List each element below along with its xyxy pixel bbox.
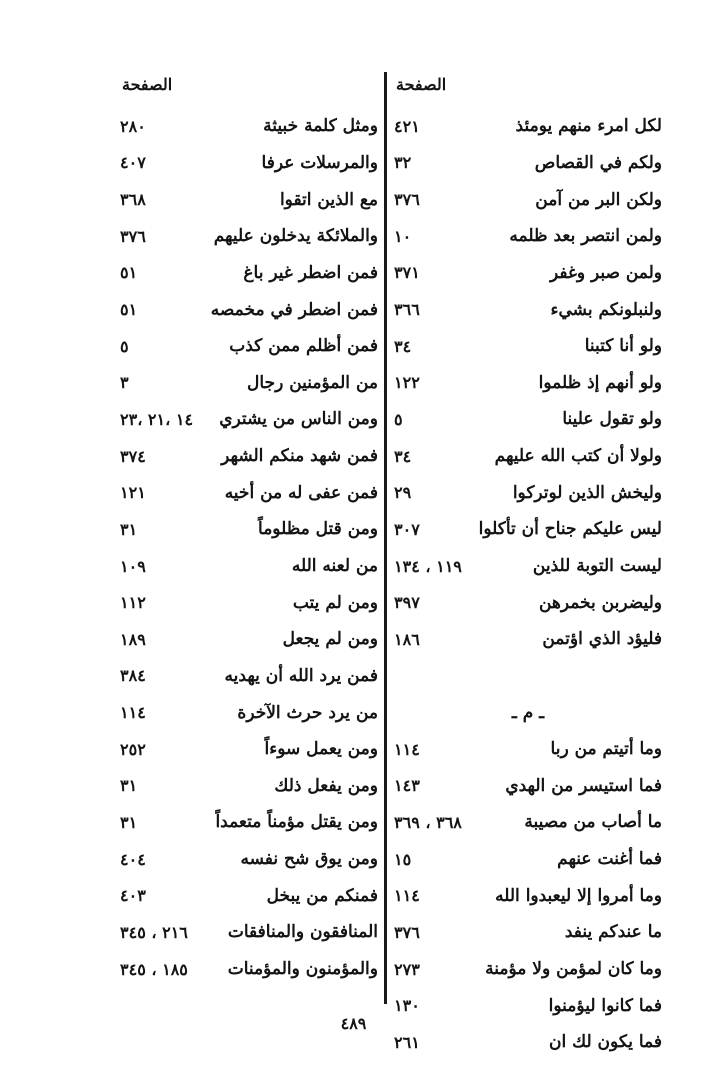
index-entry (120, 511, 378, 548)
entry-page-number: ٢٧٣ (394, 959, 420, 979)
entry-page-number: ٤٢١ (394, 116, 420, 136)
index-entry (120, 877, 378, 914)
entry-phrase: فما أغنت عنهم (557, 849, 662, 870)
entry-phrase: مع الذين اتقوا (279, 189, 378, 210)
index-entry (394, 658, 662, 695)
entry-page-number: ١١٤ (394, 886, 420, 906)
entry-phrase: ولو تقول علينا (562, 409, 662, 430)
entry-page-number: ١٢١ (120, 483, 146, 503)
entry-page-number: ٣٢ (394, 153, 412, 173)
entry-page-number: ٢٨٠ (120, 116, 146, 136)
entry-page-number: ٣١ (120, 812, 138, 832)
entry-page-number: ٣٦٦ (394, 300, 420, 320)
index-entry (120, 218, 378, 255)
index-entry (394, 877, 662, 914)
entry-phrase: ومثل كلمة خبيثة (263, 116, 378, 137)
index-entry (120, 438, 378, 475)
index-entry (120, 255, 378, 292)
entry-phrase: وليضربن بخمرهن (538, 592, 662, 613)
entry-page-number: ١١٢ (120, 593, 146, 613)
entry-page-number: ١٣٠ (394, 996, 420, 1016)
entry-phrase: ولولا أن كتب الله عليهم (494, 446, 662, 467)
index-entry (120, 621, 378, 658)
entry-phrase: فما كانوا ليؤمنوا (548, 995, 662, 1016)
entry-phrase: ولكم في القصاص (534, 152, 662, 173)
index-entry (394, 804, 662, 841)
entry-phrase: ومن قتل مظلوماً (258, 519, 378, 540)
left-column-header: الصفحة (122, 75, 173, 94)
entry-page-number: ٥١ (120, 300, 138, 320)
entry-phrase: ولمن صبر وغفر (549, 262, 662, 283)
entry-phrase: من المؤمنين رجال (247, 372, 378, 393)
index-entry (394, 108, 662, 145)
entry-phrase: من لعنه الله (291, 556, 378, 576)
entry-page-number: ٣٤ (394, 336, 412, 356)
right-entries-list (394, 108, 662, 1061)
index-entry (120, 731, 378, 768)
index-entry (120, 694, 378, 731)
entry-page-number: ٣ (120, 373, 129, 393)
entry-page-number: ١١٩ ، ١٣٤ (394, 556, 462, 576)
index-entry (394, 841, 662, 878)
entry-page-number: ٤٠٤ (120, 849, 146, 869)
entry-phrase: ومن يوق شح نفسه (240, 849, 378, 870)
entry-page-number: ٣١ (120, 519, 138, 539)
entry-phrase: فمن يرد الله أن يهديه (224, 665, 378, 686)
entry-phrase: فما يكون لك ان (549, 1032, 662, 1053)
index-entry (120, 658, 378, 695)
index-entry (120, 291, 378, 328)
entry-page-number: ٤٠٧ (120, 153, 146, 173)
entry-page-number: ١٨٦ (394, 629, 420, 649)
entry-page-number: ٥ (394, 409, 403, 429)
entry-phrase: وليخش الذين لوتركوا (512, 482, 662, 503)
index-entry (394, 548, 662, 585)
entry-page-number: ٣٠٧ (394, 519, 420, 539)
section-letter-heading (394, 694, 662, 731)
left-index-column (120, 70, 378, 980)
entry-phrase: فمن شهد منكم الشهر (221, 446, 378, 467)
index-entry (120, 328, 378, 365)
entry-phrase: ليس عليكم جناح أن تأكلوا (478, 519, 662, 540)
column-divider (384, 72, 387, 1004)
index-entry (120, 584, 378, 621)
index-entry (120, 108, 378, 145)
entry-phrase: والملائكة يدخلون عليهم (213, 226, 378, 247)
entry-page-number: ٢١٦ ، ٣٤٥ (120, 922, 188, 942)
entry-phrase: ولو أنهم إذ ظلموا (538, 372, 662, 393)
page-number: ٤٨٩ (340, 1014, 367, 1033)
right-column-header: الصفحة (396, 75, 447, 94)
entry-page-number: ٣٧٦ (120, 226, 146, 246)
entry-page-number: ١٥ (394, 849, 412, 869)
entry-phrase: وما كان لمؤمن ولا مؤمنة (485, 959, 662, 980)
index-entry (120, 768, 378, 805)
entry-page-number: ٢٦١ (394, 1032, 420, 1052)
index-entry (394, 768, 662, 805)
index-entry (120, 401, 378, 438)
index-entry (394, 951, 662, 988)
index-entry (394, 181, 662, 218)
entry-phrase: فمن أظلم ممن كذب (229, 336, 378, 357)
entry-page-number: ٣٨٤ (120, 666, 146, 686)
index-entry (394, 511, 662, 548)
entry-phrase: فمنكم من يبخل (266, 885, 378, 906)
entry-page-number: ٣٦٨ (120, 190, 146, 210)
entry-page-number: ١١٤ (394, 739, 420, 759)
index-entry (394, 621, 662, 658)
entry-phrase: المنافقون والمنافقات (227, 922, 378, 943)
index-entry (394, 291, 662, 328)
entry-page-number: ٥١ (120, 263, 138, 283)
entry-phrase: لكل امرء منهم يومئذ (515, 116, 662, 137)
entry-page-number: ١٤٣ (394, 776, 420, 796)
entry-phrase: ما أصاب من مصيبة (524, 812, 662, 833)
index-entry (120, 548, 378, 585)
index-entry (394, 474, 662, 511)
entry-page-number: ٢٩ (394, 483, 412, 503)
entry-page-number: ٣٧١ (394, 263, 420, 283)
entry-phrase: والمرسلات عرفا (261, 152, 378, 173)
entry-phrase: وما أمروا إلا ليعبدوا الله (495, 885, 662, 906)
entry-phrase: ولو أنا كتبنا (584, 336, 662, 357)
entry-phrase: ومن يعمل سوءاً (264, 739, 378, 760)
entry-page-number: ٤٠٣ (120, 886, 146, 906)
entry-page-number: ٣٤ (394, 446, 412, 466)
left-entries-list (120, 108, 378, 987)
entry-phrase: ولمن انتصر بعد ظلمه (509, 226, 662, 247)
entry-page-number: ٢٥٢ (120, 739, 146, 759)
entry-page-number: ١١٤ (120, 703, 146, 723)
entry-phrase: ومن لم يتب (292, 592, 378, 613)
entry-page-number: ١٠ (394, 226, 412, 246)
index-entry (120, 364, 378, 401)
entry-page-number: ٥ (120, 336, 129, 356)
entry-phrase: فمن عفى له من أخيه (224, 482, 378, 503)
index-entry (394, 401, 662, 438)
entry-phrase: فمن اضطر غير باغ (243, 262, 378, 283)
entry-page-number: ٣٧٤ (120, 446, 146, 466)
index-entry (394, 364, 662, 401)
right-index-column (394, 70, 662, 1053)
index-entry (394, 145, 662, 182)
entry-phrase: فما استيسر من الهدي (505, 775, 662, 796)
index-entry (120, 951, 378, 988)
entry-phrase: ولنبلونكم بشيء (550, 299, 662, 320)
entry-page-number: ١٢٢ (394, 373, 420, 393)
index-entry (394, 255, 662, 292)
index-entry (120, 145, 378, 182)
entry-phrase: ولكن البر من آمن (535, 189, 662, 210)
entry-phrase: وما أتيتم من ربا (550, 739, 662, 760)
index-entry (394, 438, 662, 475)
index-entry (394, 914, 662, 951)
entry-phrase: ومن الناس من يشتري (219, 409, 378, 430)
entry-phrase: والمؤمنون والمؤمنات (227, 959, 378, 980)
index-entry (120, 474, 378, 511)
index-entry (120, 181, 378, 218)
entry-page-number: ٣٧٦ (394, 190, 420, 210)
entry-phrase: ومن يفعل ذلك (274, 775, 378, 796)
entry-phrase: ومن يقتل مؤمناً متعمداً (215, 812, 378, 833)
entry-page-number: ٣٧٦ (394, 922, 420, 942)
index-entry (394, 218, 662, 255)
entry-page-number: ٣٦٨ ، ٣٦٩ (394, 812, 462, 832)
index-entry (394, 584, 662, 621)
entry-phrase: ما عندكم ينفد (564, 922, 662, 943)
entry-page-number: ١٤ ،٢١ ،٢٣ (120, 409, 194, 429)
index-entry (120, 804, 378, 841)
entry-page-number: ١٨٩ (120, 629, 146, 649)
entry-phrase: فليؤد الذي اؤتمن (542, 629, 662, 650)
entry-page-number: ١٨٥ ، ٣٤٥ (120, 959, 188, 979)
index-entry (394, 328, 662, 365)
section-letter: ـ م ـ (511, 702, 545, 723)
entry-page-number: ٣١ (120, 776, 138, 796)
index-entry (394, 731, 662, 768)
entry-phrase: من يرد حرث الآخرة (237, 702, 378, 723)
index-entry (120, 914, 378, 951)
entry-page-number: ٣٩٧ (394, 593, 420, 613)
entry-phrase: ليست التوبة للذين (532, 556, 662, 576)
entry-phrase: ومن لم يجعل (282, 629, 378, 650)
entry-phrase: فمن اضطر في مخمصه (210, 299, 378, 320)
entry-page-number: ١٠٩ (120, 556, 146, 576)
index-entry (120, 841, 378, 878)
